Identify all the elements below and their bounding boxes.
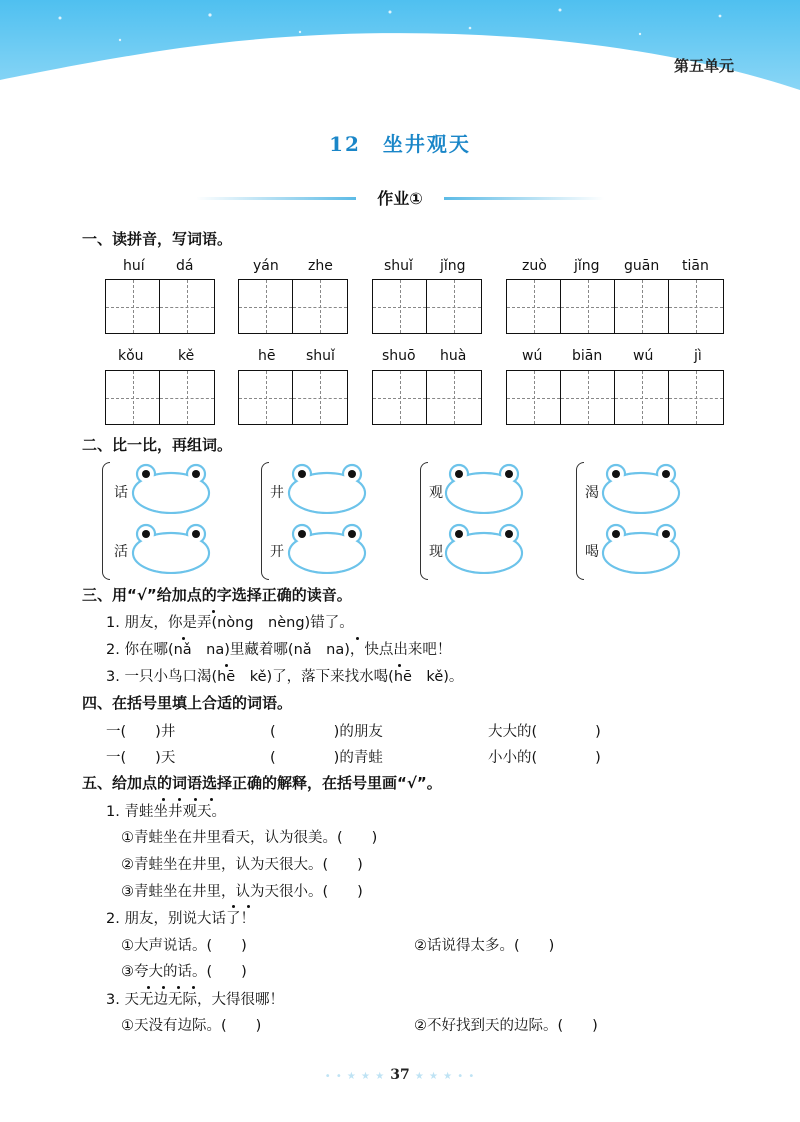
fill-blank[interactable]: ( )的朋友 [270,724,383,740]
header-banner [0,0,800,100]
question-line: 3. 一只小鸟口渴(hē kě)了，落下来找水喝(hē kě)。 [106,669,464,685]
emphasis-dot [177,986,180,989]
compare-char: 活 [114,544,128,560]
pinyin: zhe [308,258,333,274]
answer-option[interactable]: ②青蛙坐在井里，认为天很大。( ) [121,857,363,873]
section4-heading: 四、在括号里填上合适的词语。 [82,694,293,712]
compare-char: 渴 [585,485,599,501]
section1-heading: 一、读拼音，写词语。 [82,230,233,248]
frog-answer-box[interactable] [286,522,368,574]
compare-char: 井 [270,485,284,501]
question-line: 1. 朋友，你是弄(nòng nèng)错了。 [106,615,354,631]
fill-blank[interactable]: ( )的青蛙 [270,750,383,766]
emphasis-dot [162,798,165,801]
page-title: 12 坐井观天 [329,132,471,156]
fill-blank[interactable]: 大大的( ) [488,724,601,740]
frog-answer-box[interactable] [286,462,368,514]
compare-char: 喝 [585,544,599,560]
homework-banner [0,186,800,210]
frog-answer-box[interactable] [130,462,212,514]
emphasis-dot [212,610,215,613]
star-decoration-icon: ★ ★ ★ • • [414,1071,476,1082]
emphasis-dot [232,905,235,908]
writing-grid[interactable] [372,370,482,425]
answer-option[interactable]: ①天没有边际。( ) [121,1018,262,1034]
page-footer [0,1064,800,1083]
pinyin: jì [694,348,702,364]
writing-grid[interactable] [372,279,482,334]
answer-option[interactable]: ②话说得太多。( ) [414,938,555,954]
question-stem: 3. 天无边无际，大得很哪！ [106,992,284,1008]
pinyin: zuò [522,258,547,274]
answer-option[interactable]: ③夸大的话。( ) [121,964,247,980]
pinyin: wú [633,348,654,364]
unit-label: 第五单元 [673,57,734,75]
emphasis-dot [178,798,181,801]
section5-heading: 五、给加点的词语选择正确的解释，在括号里画“√”。 [82,774,442,792]
brace [261,462,269,580]
brace [102,462,110,580]
star-decoration-icon: • • ★ ★ ★ [324,1071,386,1082]
frog-answer-box[interactable] [443,462,525,514]
writing-grid[interactable] [506,279,724,334]
pinyin: dá [176,258,194,274]
frog-answer-box[interactable] [600,522,682,574]
pinyin: kě [178,348,195,364]
pinyin: shuǐ [384,258,413,274]
frog-answer-box[interactable] [600,462,682,514]
writing-grid[interactable] [105,279,215,334]
compare-char: 观 [429,485,443,501]
pinyin: yán [253,258,279,274]
emphasis-dot [147,986,150,989]
answer-option[interactable]: ③青蛙坐在井里，认为天很小。( ) [121,884,363,900]
frog-answer-box[interactable] [443,522,525,574]
answer-option[interactable]: ①青蛙坐在井里看天，认为很美。( ) [121,830,378,846]
fill-blank[interactable]: 一( )井 [106,724,176,740]
emphasis-dot [210,798,213,801]
emphasis-dot [247,905,250,908]
homework-label: 作业① [377,189,423,208]
writing-grid[interactable] [506,370,724,425]
pinyin: guān [624,258,660,274]
answer-option[interactable]: ②不好找到天的边际。( ) [414,1018,598,1034]
question-stem: 1. 青蛙坐井观天。 [106,804,226,820]
compare-char: 现 [429,544,443,560]
compare-char: 开 [270,544,284,560]
section3-heading: 三、用“√”给加点的字选择正确的读音。 [82,586,352,604]
emphasis-dot [192,986,195,989]
pinyin: tiān [682,258,709,274]
section2-heading: 二、比一比，再组词。 [82,436,233,454]
writing-grid[interactable] [238,279,348,334]
emphasis-dot [398,664,401,667]
pinyin: wú [522,348,543,364]
pinyin: shuō [382,348,416,364]
question-line: 2. 你在哪(nǎ na)里藏着哪(nǎ na)，快点出来吧！ [106,642,452,658]
pinyin: biān [572,348,603,364]
emphasis-dot [356,637,359,640]
fill-blank[interactable]: 小小的( ) [488,750,601,766]
answer-option[interactable]: ①大声说话。( ) [121,938,247,954]
writing-grid[interactable] [238,370,348,425]
pinyin: shuǐ [306,348,335,364]
emphasis-dot [162,986,165,989]
pinyin: jǐng [574,258,600,274]
page-number: 37 [390,1067,410,1083]
fill-blank[interactable]: 一( )天 [106,750,176,766]
brace [576,462,584,580]
pinyin: jǐng [440,258,466,274]
emphasis-dot [194,798,197,801]
pinyin: hē [258,348,276,364]
emphasis-dot [182,637,185,640]
question-stem: 2. 朋友，别说大话了！ [106,911,255,927]
compare-char: 话 [114,485,128,501]
pinyin: kǒu [118,348,144,364]
pinyin: huà [440,348,467,364]
emphasis-dot [225,664,228,667]
writing-grid[interactable] [105,370,215,425]
pinyin: huí [123,258,145,274]
frog-answer-box[interactable] [130,522,212,574]
brace [420,462,428,580]
